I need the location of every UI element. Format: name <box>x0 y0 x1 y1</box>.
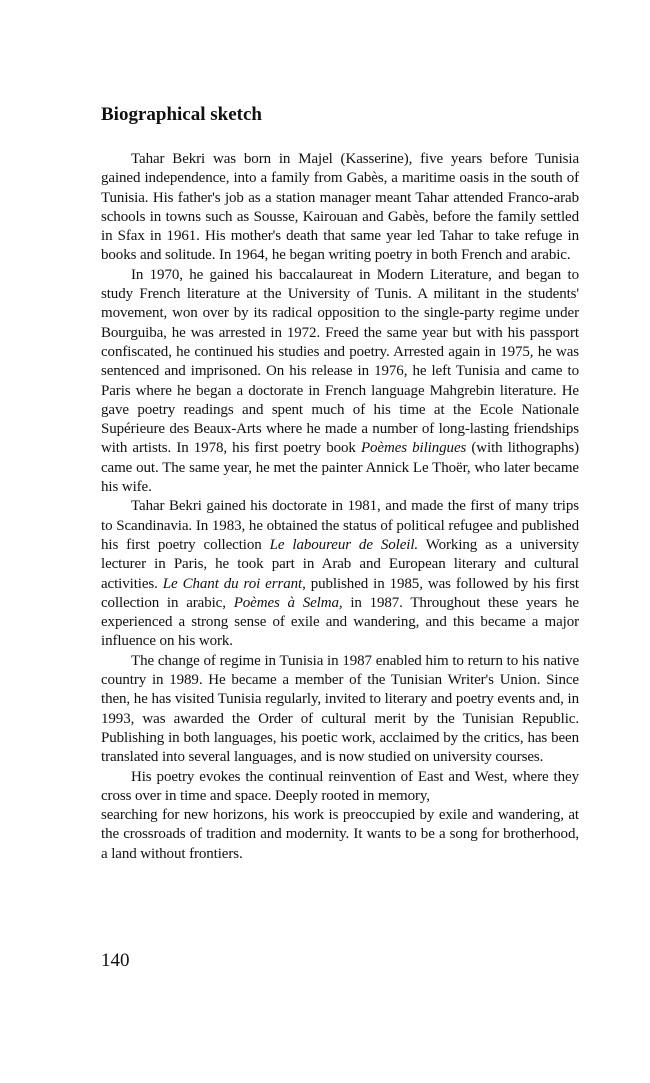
text-run: in 1987. Throughout these years he experienced a strong sense of exile and wandering, and this became a major influence on his work. <box>101 594 579 650</box>
paragraph <box>101 497 579 651</box>
page-content <box>101 103 579 864</box>
italic-title-text: Poèmes bilingues <box>360 440 467 457</box>
italic-title-text: Le Chant du roi errant <box>162 575 303 592</box>
italic-title-text: Le laboureur de Soleil. <box>269 536 419 553</box>
text-run: Tahar Bekri gained his doctorate in 1981, and made the first of many trips to Scandinavia. In 1983, he obtained the status of political refugee and published his first poetry collection <box>101 498 579 553</box>
paragraph <box>101 266 579 498</box>
text-run: In 1970, he gained his baccalaureat in Modern Literature, and began to study French literature at the University of Tunis. A militant in the students' movement, won over by its radical opposition to the single-party regime under Bourguiba, he was arrested in 1972. Freed the same year but with his passport confiscated, he continued his studies and poetry. Arrested again in 1975, he was sentenced and imprisoned. On his release in 1976, he left Tunisia and came to Paris where he began a doctorate in French language Mahgrebin literature. He gave poetry readings and spent much of his time at the Ecole Nationale Supérieure des Beaux-Arts where he made a number of long-lasting friendships with artists. In 1978, his first poetry book <box>101 266 579 457</box>
paragraph <box>101 150 579 266</box>
paragraph <box>101 652 579 768</box>
page-number: 140 <box>101 950 130 971</box>
text-run: (with lithographs) came out. The same year, he met the painter Annick Le Thoër, who later became his wife. <box>101 440 579 496</box>
section-title: Biographical sketch <box>101 104 262 125</box>
text-run: The change of regime in Tunisia in 1987 enabled him to return to his native country in 1989. He became a member of the Tunisian Writer's Union. Since then, he has visited Tunisia regularly, invited to literary and poetry events and, in 1993, was awarded the Order of cultural merit by the Tunisian Republic. Publishing in both languages, his poetic work, acclaimed by the critics, has been translated into several languages, and is now studied on university courses. <box>101 652 579 766</box>
text-run: Tahar Bekri was born in Majel (Kasserine), five years before Tunisia gained independence, into a family from Gabès, a maritime oasis in the south of Tunisia. His father's job as a station manager meant Tahar attended Franco-arab schools in towns such as Sousse, Kairouan and Gabès, before the family settled in Sfax in 1961. His mother's death that same year led Tahar to take refuge in books and solitude. In 1964, he began writing poetry in both French and arabic. <box>101 151 579 264</box>
body-text <box>101 150 579 864</box>
text-run: Working as a university lecturer in Paris, he took part in Arab and European literary and cultural activities. <box>101 536 579 592</box>
italic-title-text: Poèmes à Selma, <box>233 594 343 611</box>
text-run: , published in 1985, was followed by his first collection in arabic, <box>101 575 580 611</box>
text-run: searching for new horizons, his work is preoccupied by exile and wandering, at the crossroads of tradition and modernity. It wants to be a song for brotherhood, a land without frontiers. <box>101 807 579 862</box>
paragraph <box>101 768 579 864</box>
text-run: His poetry evokes the continual reinvention of East and West, where they cross over in time and space. Deeply rooted in memory, <box>101 768 579 804</box>
